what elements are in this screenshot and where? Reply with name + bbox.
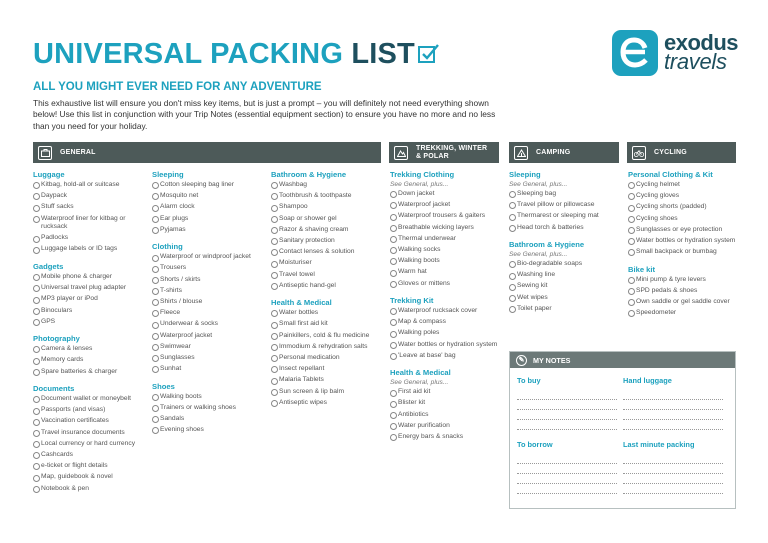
checklist-item[interactable]: SPD pedals & shoes [628,287,740,296]
note-line[interactable] [623,420,723,430]
checklist-item[interactable]: Sandals [152,415,264,424]
category-note: See General, plus... [390,379,449,387]
category-heading: Gadgets [33,261,64,271]
packing-column [33,170,145,496]
category-heading: Sleeping [152,170,184,179]
checklist-item[interactable]: Painkillers, cold & flu medicine [271,332,386,341]
category-note: See General, plus... [509,181,568,188]
checklist-item[interactable]: Cycling helmet [628,181,740,190]
checklist-item[interactable]: Kitbag, hold-all or suitcase [33,181,145,190]
checklist-item[interactable]: Washbag [271,181,386,190]
category-heading: Sleeping [509,170,541,179]
checklist-item[interactable]: Warm hat [390,268,502,277]
checklist-item[interactable]: Cycling shorts (padded) [628,203,740,212]
checklist-item[interactable]: Binoculars [33,307,145,316]
suitcase-icon [38,146,52,160]
category-heading: Clothing [152,242,183,252]
checklist-item[interactable]: Water purification [390,422,502,431]
logo-word-exodus: exodus [664,30,739,55]
checklist-item[interactable]: Fleece [152,309,264,318]
checklist-item[interactable]: Breathable wicking layers [390,224,502,233]
note-line[interactable] [517,454,617,464]
note-line[interactable] [623,464,723,474]
checklist-item[interactable]: Head torch & batteries [509,224,621,233]
checklist-item[interactable]: Antiseptic wipes [271,399,386,408]
notes-section-title: To buy [517,376,541,385]
category-heading: Documents [33,384,75,394]
checklist-item[interactable]: Underwear & socks [152,320,264,329]
section-bar-trekking: TREKKING, WINTER & POLAR [389,142,499,163]
category-heading: Bathroom & Hygiene [271,170,347,179]
checklist-item[interactable]: Walking boots [152,393,264,402]
note-line[interactable] [517,410,617,420]
checklist-item[interactable]: Waterproof liner for kitbag or rucksack [33,215,145,232]
packing-column [509,170,621,316]
checklist-item[interactable]: Memory cards [33,356,145,365]
checklist-item[interactable]: Own saddle or gel saddle cover [628,298,740,307]
note-line[interactable] [623,474,723,484]
checklist-item[interactable]: Mosquito net [152,192,264,201]
my-notes-panel [509,351,736,509]
note-line[interactable] [623,454,723,464]
checklist-item[interactable]: Antibiotics [390,411,502,420]
intro-paragraph: This exhaustive list will ensure you don't miss key items, but is just a prompt – you will definitely not need everything shown below! Use this list in conjunction with your Trip Notes (essential equipment section) to ensure you have no more and no less than you need for your holiday. [33,98,496,131]
checklist-item[interactable]: Spare batteries & charger [33,368,145,377]
checklist-item[interactable]: Cashcards [33,451,145,460]
category-heading: Shoes [152,381,175,391]
checklist-item[interactable]: Contact lenses & solution [271,248,386,257]
exodus-logo [612,30,738,78]
checklist-item[interactable]: Sunglasses or eye protection [628,226,740,235]
checklist-item[interactable]: Daypack [33,192,145,201]
checklist-item[interactable]: Passports (and visas) [33,406,145,415]
checklist-item[interactable]: Mini pump & tyre levers [628,276,740,285]
tent-icon [514,146,528,160]
note-line[interactable] [623,390,723,400]
checklist-item[interactable]: Stuff sacks [33,203,145,212]
logo-word-travels: travels [664,49,727,74]
checklist-item[interactable]: Universal travel plug adapter [33,284,145,293]
packing-column [271,170,386,410]
notes-section-title: Hand luggage [623,376,672,385]
checklist-item[interactable]: Speedometer [628,309,740,318]
checklist-item[interactable]: Map, guidebook & novel [33,473,145,482]
checklist-item[interactable]: Small backpack or bumbag [628,248,740,257]
checklist-item[interactable]: GPS [33,318,145,327]
checklist-item[interactable]: Sanitary protection [271,237,386,246]
checklist-item[interactable]: Cotton sleeping bag liner [152,181,264,190]
checklist-item[interactable]: Evening shoes [152,426,264,435]
category-heading: Health & Medical [271,298,332,308]
checklist-item[interactable]: Travel pillow or pillowcase [509,201,621,210]
packing-column [628,170,740,320]
note-line[interactable] [517,464,617,474]
checklist-item[interactable]: Sun screen & lip balm [271,388,386,397]
checklist-item[interactable]: Antiseptic hand-gel [271,282,386,291]
checklist-item[interactable]: Alarm clock [152,203,264,212]
checklist-item[interactable]: Travel insurance documents [33,429,145,438]
notes-section-title: Last minute packing [623,440,695,449]
page-title: UNIVERSAL PACKING LIST [33,38,440,72]
checklist-item[interactable]: Immodium & rehydration salts [271,343,386,352]
note-line[interactable] [517,484,617,494]
notes-section-title: To borrow [517,440,553,449]
checklist-item[interactable]: Shampoo [271,203,386,212]
checklist-item[interactable]: Water bottles [271,309,386,318]
category-heading: Personal Clothing & Kit [628,170,713,179]
checklist-item[interactable]: Document wallet or moneybelt [33,395,145,404]
checklist-item[interactable]: Energy bars & snacks [390,433,502,442]
section-bar-camping: CAMPING [509,142,619,163]
checklist-item[interactable]: Cycling gloves [628,192,740,201]
checklist-item[interactable]: Mobile phone & charger [33,273,145,282]
category-heading: Luggage [33,170,65,179]
packing-column [152,170,264,437]
checkbox-tick-icon [418,39,440,72]
checklist-item[interactable]: Waterproof trousers & gaiters [390,212,502,221]
checklist-item[interactable]: Waterproof rucksack cover [390,307,502,316]
checklist-item[interactable]: Walking socks [390,246,502,255]
checklist-item[interactable]: Ear plugs [152,215,264,224]
checklist-item[interactable]: Notebook & pen [33,485,145,494]
checklist-item[interactable]: Map & compass [390,318,502,327]
checklist-item[interactable]: Shirts / blouse [152,298,264,307]
checklist-item[interactable]: Waterproof or windproof jacket [152,253,264,262]
checklist-item[interactable]: Walking boots [390,257,502,266]
checklist-item[interactable]: Sleeping bag [509,190,621,199]
checklist-item[interactable]: Moisturiser [271,259,386,268]
packing-column [390,170,502,444]
checklist-item[interactable]: Razor & shaving cream [271,226,386,235]
pencil-icon: ✎ [516,355,527,366]
checklist-item[interactable]: T-shirts [152,287,264,296]
checklist-item[interactable]: e-ticket or flight details [33,462,145,471]
category-note: See General, plus... [509,251,568,259]
checklist-item[interactable]: Waterproof jacket [152,332,264,341]
category-heading: Photography [33,334,80,344]
checklist-item[interactable]: 'Leave at base' bag [390,352,502,361]
note-line[interactable] [517,474,617,484]
category-heading: Bike kit [628,264,656,274]
category-note: See General, plus... [390,181,449,188]
page-title-list: LIST [351,38,415,70]
checklist-item[interactable]: Personal medication [271,354,386,363]
checklist-item[interactable]: Walking poles [390,329,502,338]
checklist-item[interactable]: Bio-degradable soaps [509,260,621,269]
note-line[interactable] [517,390,617,400]
checklist-item[interactable]: Gloves or mittens [390,280,502,289]
checklist-item[interactable]: Luggage labels or ID tags [33,245,145,254]
checklist-item[interactable]: Blister kit [390,399,502,408]
checklist-item[interactable]: Insect repellant [271,365,386,374]
checklist-item[interactable]: Toilet paper [509,305,621,314]
checklist-item[interactable]: Washing line [509,271,621,280]
mountain-icon [394,146,408,160]
section-bar-general: GENERAL [33,142,381,163]
notes-title: MY NOTES [533,355,571,365]
checklist-item[interactable]: Water bottles or hydration system [628,237,740,246]
checklist-item[interactable]: Pyjamas [152,226,264,235]
checklist-item[interactable]: Down jacket [390,190,502,199]
logo-mark-icon [612,30,658,76]
checklist-item[interactable]: Wet wipes [509,294,621,303]
note-line[interactable] [517,400,617,410]
checklist-item[interactable]: Soap or shower gel [271,215,386,224]
checklist-item[interactable]: Water bottles or hydration system [390,341,502,350]
checklist-item[interactable]: Sewing kit [509,282,621,291]
category-heading: Bathroom & Hygiene [509,240,585,250]
checklist-item[interactable]: Sunhat [152,365,264,374]
note-line[interactable] [517,420,617,430]
checklist-item[interactable]: Cycling shoes [628,215,740,224]
category-heading: Trekking Clothing [390,170,455,179]
note-line[interactable] [623,410,723,420]
note-line[interactable] [623,400,723,410]
category-heading: Trekking Kit [390,296,434,305]
checklist-item[interactable]: Trainers or walking shoes [152,404,264,413]
page-subtitle: ALL YOU MIGHT EVER NEED FOR ANY ADVENTURE [33,81,322,93]
section-bar-cycling: CYCLING [627,142,736,163]
note-line[interactable] [623,484,723,494]
checklist-item[interactable]: Vaccination certificates [33,417,145,426]
checklist-item[interactable]: Camera & lenses [33,345,145,354]
checklist-item[interactable]: First aid kit [390,388,502,397]
checklist-item[interactable]: Toothbrush & toothpaste [271,192,386,201]
checklist-item[interactable]: Padlocks [33,234,145,243]
checklist-item[interactable]: MP3 player or iPod [33,295,145,304]
checklist-item[interactable]: Thermarest or sleeping mat [509,212,621,221]
checklist-item[interactable]: Malaria Tablets [271,376,386,385]
bicycle-icon [632,146,646,160]
checklist-item[interactable]: Swimwear [152,343,264,352]
checklist-item[interactable]: Small first aid kit [271,320,386,329]
checklist-item[interactable]: Waterproof jacket [390,201,502,210]
category-heading: Health & Medical [390,368,451,378]
checklist-item[interactable]: Local currency or hard currency [33,440,145,449]
checklist-item[interactable]: Shorts / skirts [152,276,264,285]
checklist-item[interactable]: Trousers [152,264,264,273]
checklist-item[interactable]: Thermal underwear [390,235,502,244]
checklist-item[interactable]: Sunglasses [152,354,264,363]
checklist-item[interactable]: Travel towel [271,271,386,280]
